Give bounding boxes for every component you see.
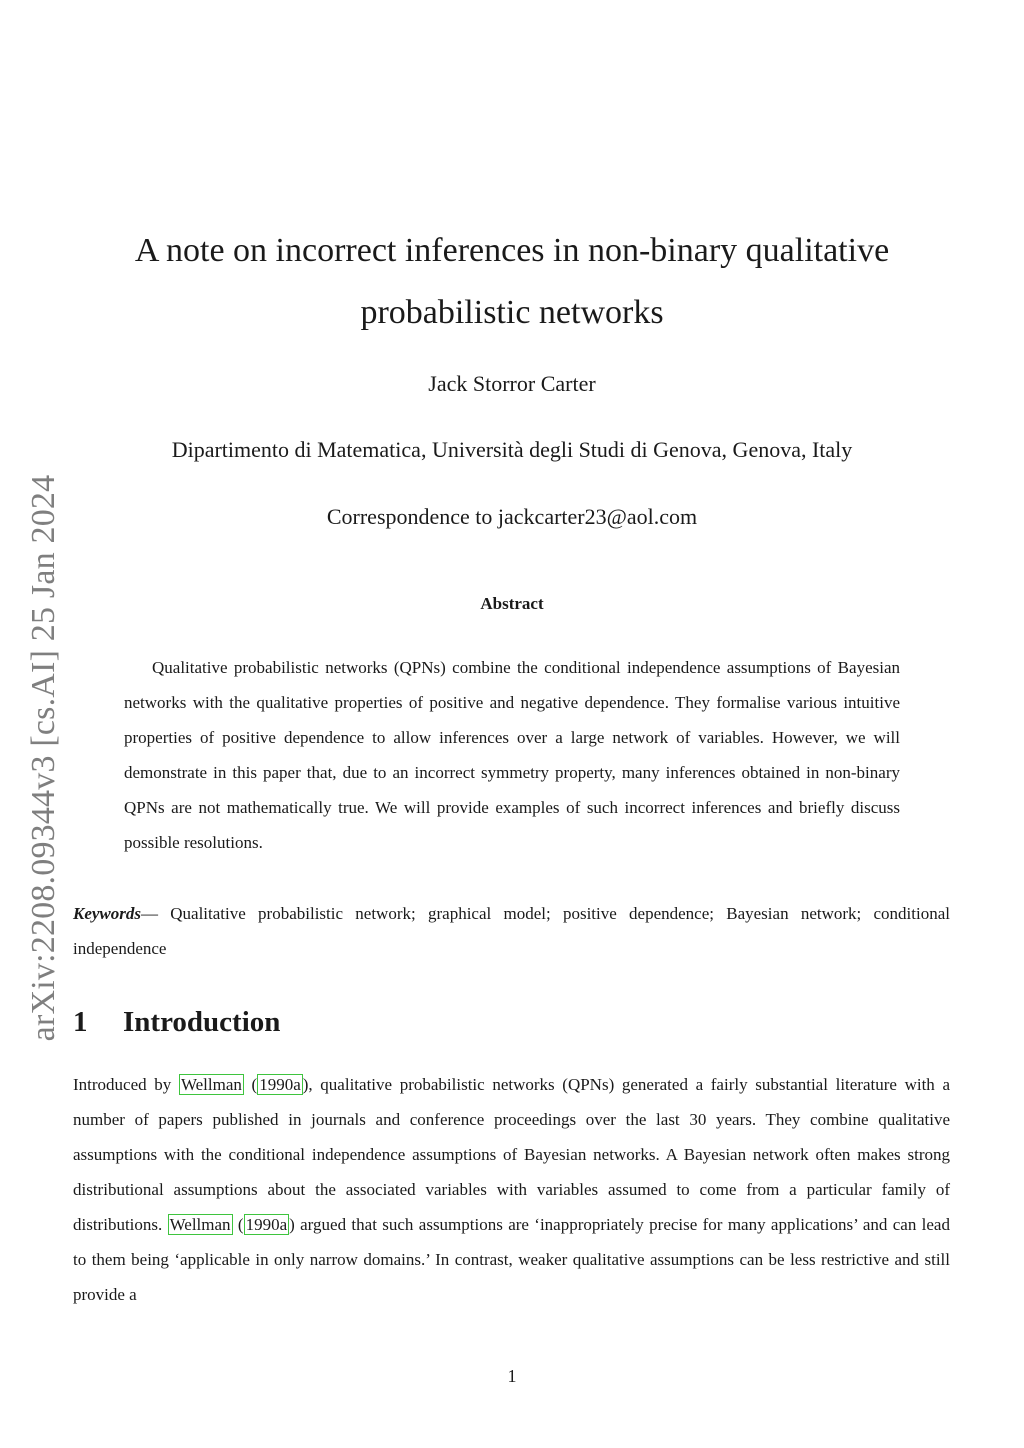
section-title: Introduction (123, 1006, 281, 1038)
intro-text-part: ) argued that such assumptions are ‘inappropriately precise for many applications’ and can lead to them being ‘applicable in only narrow domains.’ In contrast, weaker qualitative assumptions can be less restrictive and still provide a (73, 1215, 950, 1304)
section-heading-introduction (73, 1006, 280, 1039)
keywords-label: Keywords (73, 904, 141, 923)
citation-open-paren: ( (243, 1075, 258, 1094)
keywords-block (73, 896, 950, 966)
correspondence-line: Correspondence to jackcarter23@aol.com (326, 504, 698, 529)
citation-link-year[interactable]: 1990a (259, 1075, 301, 1094)
paper-title: A note on incorrect inferences in non-binary qualitative probabilistic networks (134, 232, 890, 331)
keywords-text: Qualitative probabilistic network; graphical model; positive dependence; Bayesian network; conditional independence (73, 904, 950, 958)
citation-link-year[interactable]: 1990a (245, 1215, 288, 1234)
citation-open-paren: ( (232, 1215, 244, 1234)
section-number: 1 (73, 1006, 88, 1038)
citation-link-author[interactable]: Wellman (169, 1215, 231, 1234)
intro-text-part: Introduced by (73, 1075, 179, 1094)
intro-text-part: ), qualitative probabilistic networks (QPNs) generated a fairly substantial literature with a number of papers published in journals and conference proceedings over the last 30 years. They combine qualitative assumptions with the conditional independence assumptions of Bayesian networks. A Bayesian network often makes strong distributional assumptions about the associated variables with variables assumed to come from a particular family of distributions. (73, 1075, 950, 1234)
author-affiliation: Dipartimento di Matematica, Università degli Studi di Genova, Genova, Italy (171, 437, 853, 462)
author-name: Jack Storror Carter (428, 371, 596, 396)
page-number: 1 (507, 1366, 517, 1386)
keywords-separator: — (141, 904, 171, 923)
abstract-text: Qualitative probabilistic networks (QPNs) combine the conditional independence assumptions of Bayesian networks with the qualitative properties of positive and negative dependence. They formalise various intuitive properties of positive dependence to allow inferences over a large network of variables. However, we will demonstrate in this paper that, due to an incorrect symmetry property, many inferences obtained in non-binary QPNs are not mathematically true. We will provide examples of such incorrect inferences and briefly discuss possible resolutions. (124, 658, 900, 852)
abstract-heading: Abstract (480, 594, 544, 613)
intro-paragraph (73, 1067, 950, 1312)
citation-link-author[interactable]: Wellman (180, 1075, 242, 1094)
arxiv-identifier-stamp[interactable]: arXiv:2208.09344v3 [cs.AI] 25 Jan 2024 (25, 474, 62, 1042)
